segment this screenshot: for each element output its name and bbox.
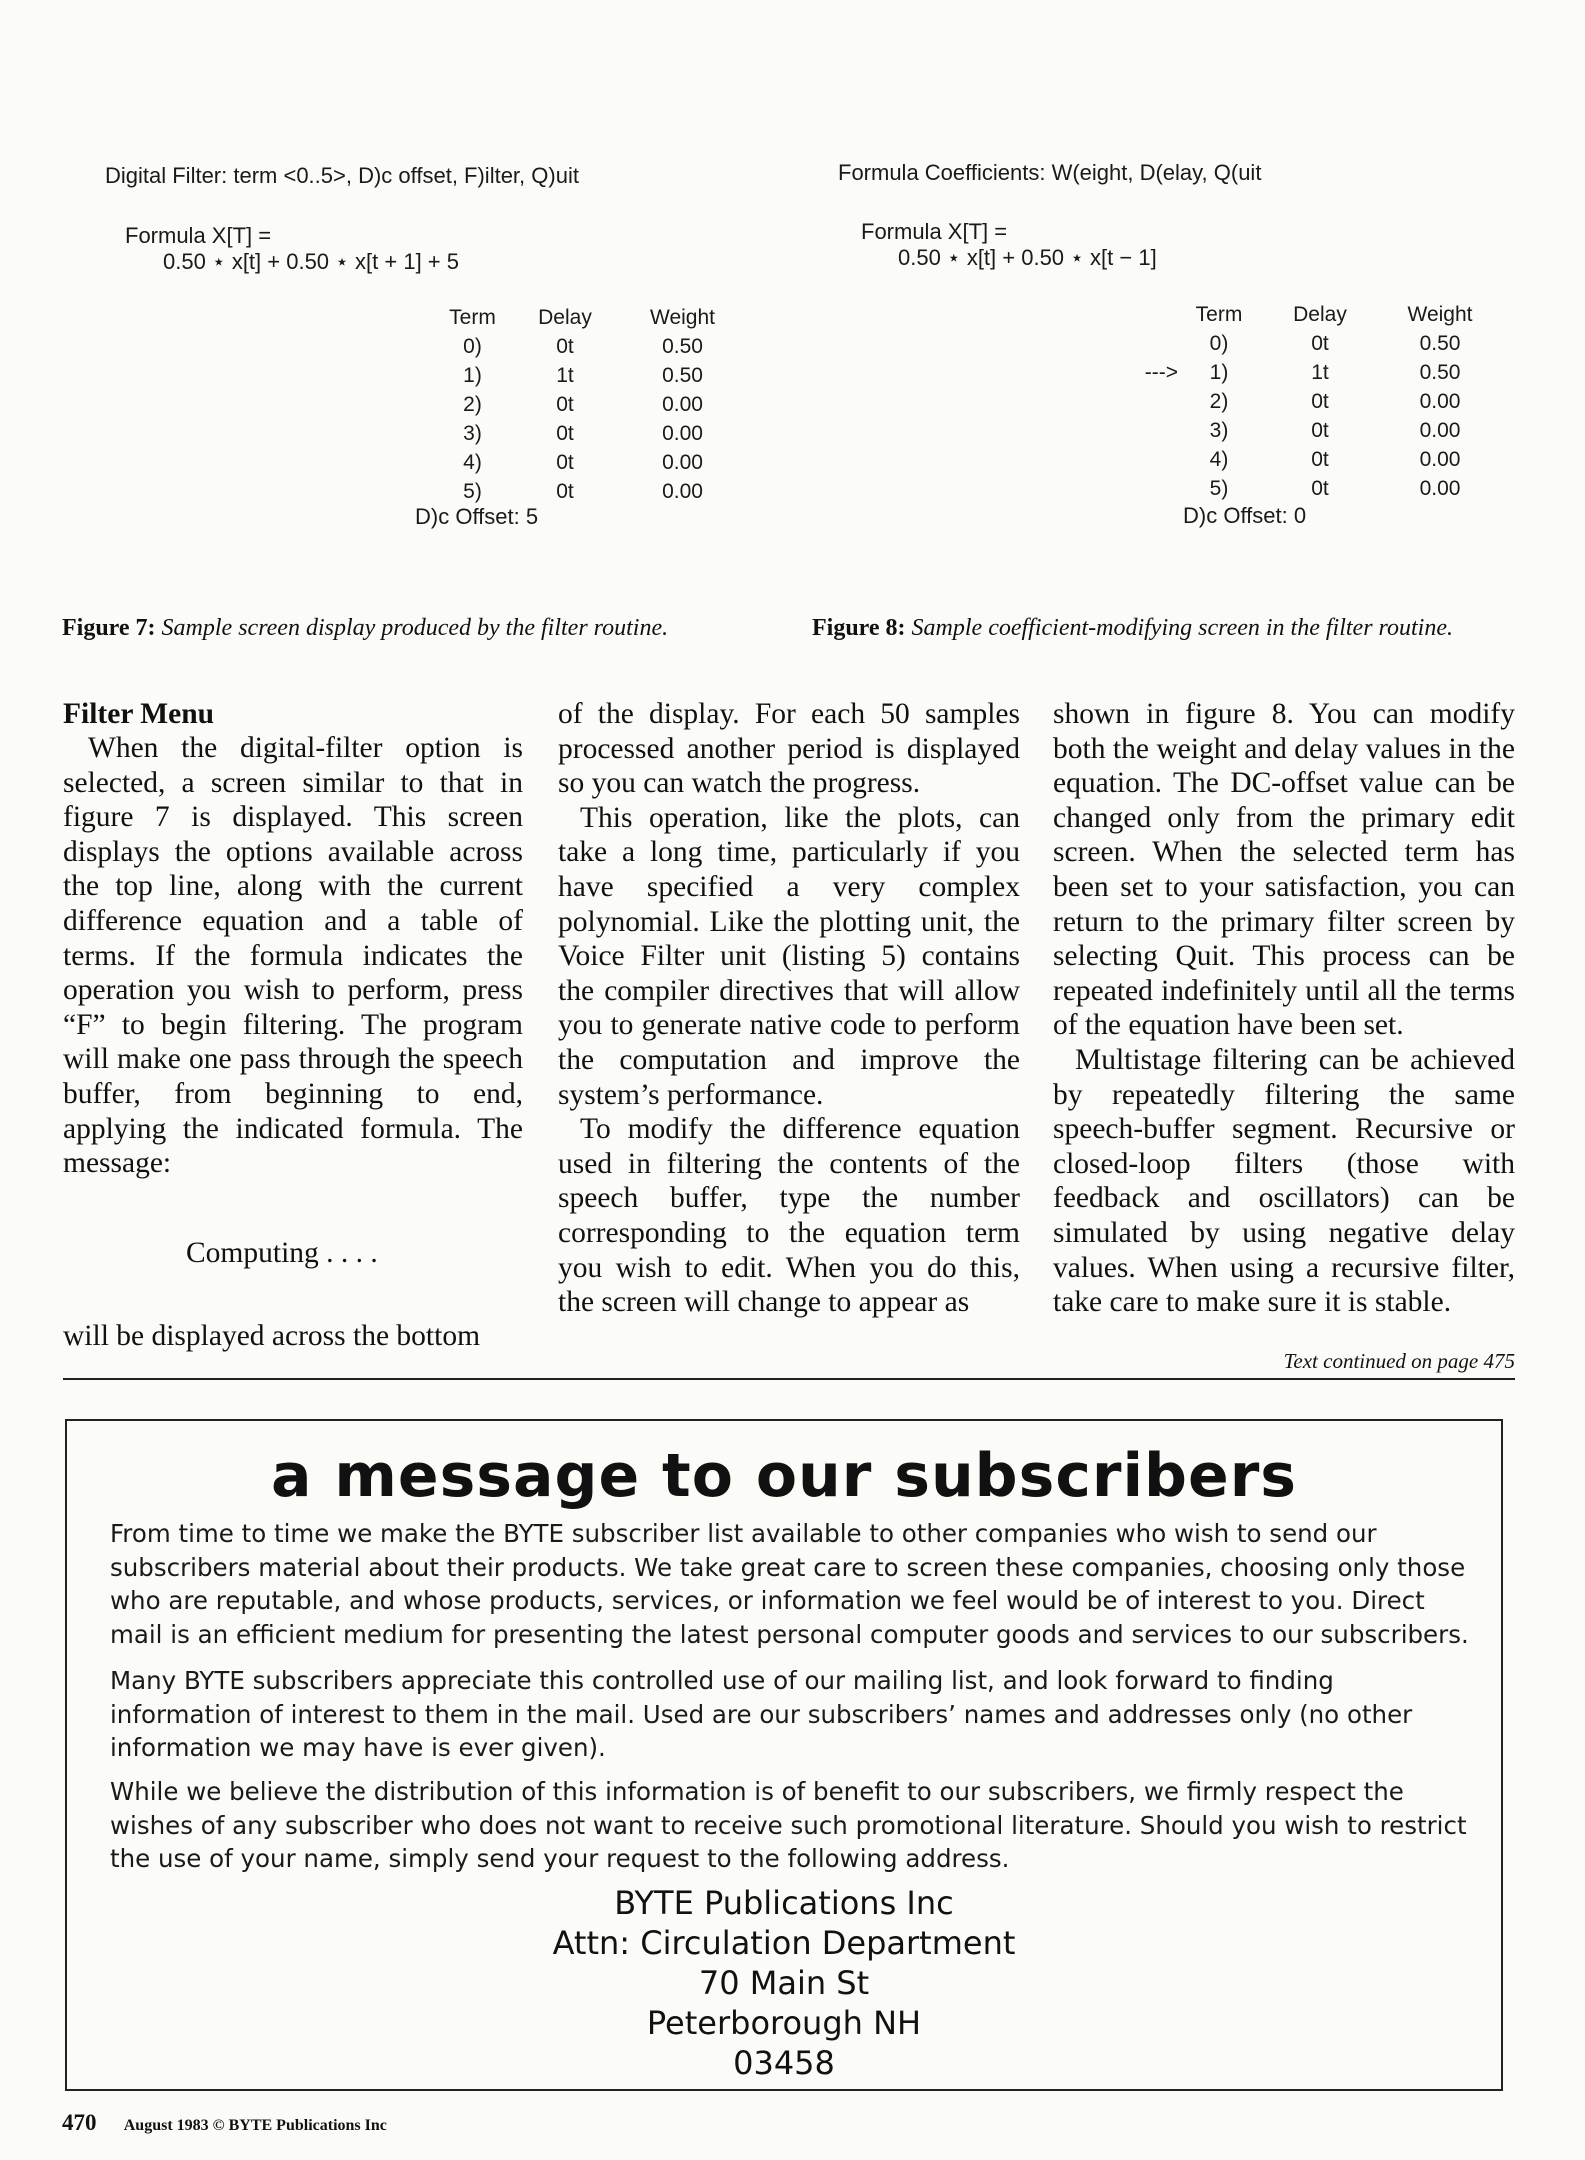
fig7-cell-term: 1) [463,363,482,387]
fig8-cell-term: 0) [1209,331,1229,355]
fig8-caption-text: Sample coefficient-modifying screen in the filter routine. [911,615,1453,641]
fig7-cell-weight: 0.00 [662,392,703,416]
fig8-cell-delay: 0t [1311,418,1329,442]
fig7-cell-marker [395,361,435,390]
col2-paragraph-1: of the display. For each 50 samples processed another period is displayed so you can watch the progress. [558,698,1020,800]
fig7-cell-marker [395,419,435,448]
fig8-cell-delay: 0t [1311,447,1329,471]
fig8-terms-table [1118,300,1500,503]
fig8-cell-marker [1118,329,1178,358]
fig8-cell-marker [1118,445,1178,474]
fig8-header-term: Term [1195,302,1243,326]
fig7-cell-delay: 0t [556,392,574,416]
fig7-cell-delay: 1t [556,363,574,387]
fig7-cell-weight: 0.00 [662,450,703,474]
figure-7-caption [62,615,668,642]
fig8-term-row [1118,416,1500,445]
fig8-cell-weight: 0.00 [1419,447,1461,471]
fig8-header-delay: Delay [1293,302,1347,326]
fig7-cell-weight: 0.50 [662,363,703,387]
fig8-cell-marker: ---> [1144,360,1178,384]
fig8-cell-term: 4) [1209,447,1229,471]
fig7-header-weight: Weight [650,305,715,329]
fig7-term-row [395,390,745,419]
fig7-cell-delay: 0t [556,334,574,358]
subscriber-message-box [65,1419,1503,2091]
fig8-cell-marker [1118,474,1178,503]
fig7-cell-term: 3) [463,421,482,445]
col3-paragraph-2: Multistage filtering can be achieved by repeatedly filtering the same speech-buffer segment. Recursive or closed-loop filters (those with feedback and oscillators) can be simulated by using negative delay values. When using a recursive filter, take care to make sure it is stable. [1053,1043,1515,1319]
fig8-cell-weight: 0.00 [1419,389,1461,413]
message-paragraph-1: From time to time we make the BYTE subscriber list available to other companies who wish to send our subscribers material about their products. We take great care to screen these companies, choosing only those who are reputable, and whose products, services, or information we feel would be of interest to you. Direct mail is an efficient medium for presenting the latest personal computer goods and services to our subscribers. [110,1519,1469,1649]
message-title: a message to our subscribers [271,1441,1297,1511]
fig8-formula-label: Formula X[T] = [861,219,1008,244]
fig8-cell-weight: 0.50 [1419,331,1461,355]
col3-paragraph-1: shown in figure 8. You can modify both the weight and delay values in the equation. The DC-offset value can be changed only from the primary edit screen. When the selected term has been set to your satisfaction, you can return to the primary filter screen by selecting Quit. This process can be repeated indefinitely until all the terms of the equation have been set. [1053,698,1515,1042]
fig7-cell-term: 0) [463,334,482,358]
fig7-cell-delay: 0t [556,421,574,445]
col2-paragraph-3: To modify the difference equation used in filtering the contents of the speech buffer, type the number corresponding to the equation term you wish to edit. When you do this, the screen will change to appear as [558,1113,1020,1319]
fig7-term-row [395,419,745,448]
fig7-formula-expression: 0.50 ⋆ x[t] + 0.50 ⋆ x[t + 1] + 5 [163,249,459,274]
fig7-formula-label: Formula X[T] = [125,223,272,248]
fig8-cell-delay: 1t [1311,360,1329,384]
fig8-term-row [1118,387,1500,416]
address-line-city: Peterborough NH [646,2004,922,2042]
article-column-2 [558,697,1020,1320]
mailing-address [67,1883,1501,2083]
fig7-cell-marker [395,477,435,506]
fig7-term-row [395,332,745,361]
address-line-zip: 03458 [733,2044,835,2082]
page-number: 470 [62,2110,97,2135]
text-continued-note: Text continued on page 475 [1283,1349,1515,1373]
fig7-cell-weight: 0.00 [662,479,703,503]
article-column-1 [63,697,523,1354]
section-heading: Filter Menu [63,698,215,730]
fig8-header-weight: Weight [1407,302,1473,326]
fig8-menu-line: Formula Coefficients: W(eight, D(elay, Q(uit [838,160,1262,185]
fig7-cell-term: 2) [463,392,482,416]
fig7-menu-line: Digital Filter: term <0..5>, D)c offset, F)ilter, Q)uit [105,163,579,188]
fig7-dc-offset: D)c Offset: 5 [415,504,539,529]
fig7-caption-label: Figure 7: [62,615,156,641]
address-line-street: 70 Main St [698,1964,870,2002]
fig8-caption-label: Figure 8: [812,615,906,641]
fig8-cell-weight: 0.00 [1419,476,1461,500]
fig7-cell-weight: 0.50 [662,334,703,358]
fig7-cell-marker [395,448,435,477]
col1-paragraph-2: will be displayed across the bottom [63,1320,481,1353]
fig7-header-term: Term [449,305,496,329]
fig8-cell-term: 2) [1209,389,1229,413]
fig8-cell-weight: 0.50 [1419,360,1461,384]
fig8-cell-delay: 0t [1311,331,1329,355]
fig8-term-row [1118,358,1500,387]
fig7-term-row [395,448,745,477]
fig8-formula-expression: 0.50 ⋆ x[t] + 0.50 ⋆ x[t − 1] [898,245,1157,270]
col1-paragraph-1: When the digital-filter option is selected, a screen similar to that in figure 7 is displayed. This screen displays the options available across the top line, along with the current difference equation and a table of terms. If the formula indicates the operation you wish to perform, press “F” to begin filtering. The program will make one pass through the speech buffer, from beginning to end, applying the indicated formula. The message: [63,732,523,1180]
fig8-cell-term: 1) [1209,360,1229,384]
fig7-cell-term: 5) [463,479,482,503]
address-line-attn: Attn: Circulation Department [552,1924,1016,1962]
fig7-cell-delay: 0t [556,479,574,503]
section-divider [63,1378,1515,1380]
fig8-term-row [1118,445,1500,474]
message-paragraph-3: While we believe the distribution of this information is of benefit to our subscribers, we firmly respect the wishes of any subscriber who does not want to receive such promotional literature. Should you wish to restrict the use of your name, simply send your request to the following address. [110,1777,1467,1873]
fig7-cell-marker [395,332,435,361]
fig8-cell-marker [1118,416,1178,445]
fig8-term-row [1118,329,1500,358]
fig8-cell-term: 5) [1209,476,1229,500]
fig8-cell-delay: 0t [1311,389,1329,413]
fig8-cell-delay: 0t [1311,476,1329,500]
fig8-cell-term: 3) [1209,418,1229,442]
fig7-cell-delay: 0t [556,450,574,474]
fig8-cell-weight: 0.00 [1419,418,1461,442]
fig8-cell-marker [1118,387,1178,416]
fig8-dc-offset: D)c Offset: 0 [1183,503,1307,528]
fig7-terms-table [395,303,745,506]
computing-message: Computing . . . . [186,1236,378,1269]
fig7-term-row [395,477,745,506]
figure-8-caption [812,615,1453,642]
fig7-cell-term: 4) [463,450,482,474]
fig7-cell-marker [395,390,435,419]
fig8-term-row [1118,474,1500,503]
article-column-3 [1053,697,1515,1320]
message-paragraph-2: Many BYTE subscribers appreciate this controlled use of our mailing list, and look forward to finding information of interest to them in the mail. Used are our subscribers’ names and addresses only (no other information we may have is ever given). [110,1666,1413,1762]
address-line-company: BYTE Publications Inc [614,1884,954,1922]
fig7-header-delay: Delay [538,305,592,329]
issue-line: August 1983 © BYTE Publications Inc [123,2117,387,2134]
col2-paragraph-2: This operation, like the plots, can take a long time, particularly if you have specified a very complex polynomial. Like the plotting unit, the Voice Filter unit (listing 5) contains the compiler directives that will allow you to generate native code to perform the computation and improve the system’s performance. [558,801,1020,1111]
fig7-term-row [395,361,745,390]
fig7-caption-text: Sample screen display produced by the filter routine. [161,615,669,641]
page-footer [62,2110,387,2136]
fig7-cell-weight: 0.00 [662,421,703,445]
